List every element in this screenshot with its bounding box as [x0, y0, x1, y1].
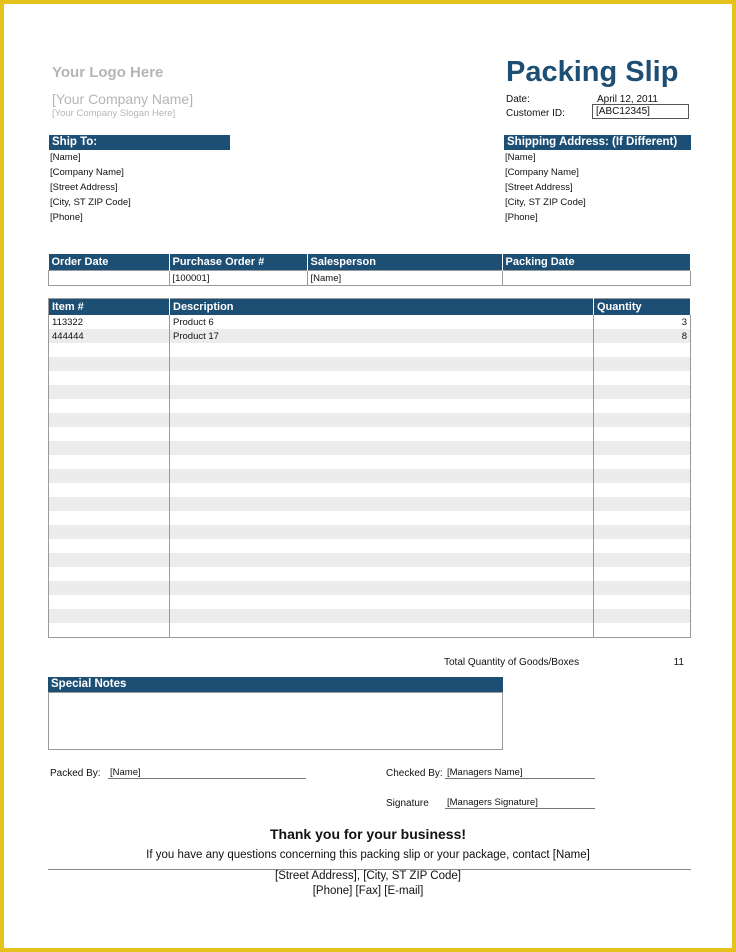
customer-id-field[interactable]: [ABC12345]: [592, 104, 689, 119]
item-number-cell[interactable]: [49, 511, 170, 525]
ship-to-company: [Company Name]: [50, 167, 124, 178]
table-row: [49, 329, 691, 343]
item-number-cell[interactable]: [49, 469, 170, 483]
logo-placeholder: Your Logo Here: [52, 64, 164, 81]
item-number-cell[interactable]: [49, 497, 170, 511]
date-label: Date:: [506, 94, 530, 105]
description-cell[interactable]: [170, 483, 594, 497]
description-cell[interactable]: [170, 469, 594, 483]
salesperson-cell[interactable]: [Name]: [307, 271, 502, 286]
quantity-cell[interactable]: [594, 497, 691, 511]
quantity-cell[interactable]: [594, 455, 691, 469]
description-cell[interactable]: [170, 539, 594, 553]
packing-date-cell[interactable]: [502, 271, 691, 286]
shipping-name: [Name]: [505, 152, 536, 163]
packed-by-field[interactable]: [Name]: [108, 767, 306, 779]
description-cell[interactable]: [170, 511, 594, 525]
table-row: [49, 525, 691, 539]
customer-id-label: Customer ID:: [506, 108, 565, 119]
table-row: [49, 385, 691, 399]
item-number-cell[interactable]: [49, 581, 170, 595]
description-cell[interactable]: [170, 623, 594, 638]
quantity-cell[interactable]: [594, 413, 691, 427]
quantity-cell[interactable]: [594, 623, 691, 638]
table-row: [49, 483, 691, 497]
table-row: [49, 623, 691, 638]
quantity-header: Quantity: [594, 299, 691, 316]
ship-to-address: [50, 150, 131, 225]
special-notes-field[interactable]: [48, 692, 503, 750]
order-date-cell[interactable]: [49, 271, 170, 286]
signature-field[interactable]: [Managers Signature]: [445, 797, 595, 809]
description-cell[interactable]: [170, 595, 594, 609]
item-number-cell[interactable]: [49, 483, 170, 497]
ship-to-name: [Name]: [50, 152, 81, 163]
ship-to-phone: [Phone]: [50, 212, 83, 223]
shipping-city: [City, ST ZIP Code]: [505, 197, 586, 208]
footer-address: [Street Address], [City, ST ZIP Code]: [275, 870, 461, 882]
item-number-cell[interactable]: [49, 357, 170, 371]
quantity-cell[interactable]: [594, 525, 691, 539]
description-cell[interactable]: [170, 385, 594, 399]
shipping-street: [Street Address]: [505, 182, 573, 193]
description-cell[interactable]: [170, 357, 594, 371]
description-cell[interactable]: [170, 581, 594, 595]
quantity-cell[interactable]: [594, 343, 691, 357]
item-number-cell[interactable]: [49, 399, 170, 413]
item-number-cell[interactable]: 444444: [49, 329, 170, 343]
quantity-cell[interactable]: [594, 371, 691, 385]
packed-by-label: Packed By:: [50, 768, 101, 779]
description-cell[interactable]: [170, 497, 594, 511]
ship-to-heading: Ship To:: [49, 135, 230, 150]
quantity-cell[interactable]: [594, 357, 691, 371]
purchase-order-header: Purchase Order #: [169, 254, 307, 271]
item-number-cell[interactable]: [49, 413, 170, 427]
ship-to-street: [Street Address]: [50, 182, 118, 193]
table-row: [49, 441, 691, 455]
table-row: [49, 413, 691, 427]
table-row: [49, 315, 691, 329]
quantity-cell[interactable]: [594, 511, 691, 525]
packing-slip-page: [4, 4, 732, 948]
quantity-cell[interactable]: [594, 609, 691, 623]
table-row: [49, 371, 691, 385]
table-row: [49, 581, 691, 595]
table-row: [49, 553, 691, 567]
table-row: [49, 595, 691, 609]
description-cell[interactable]: [170, 609, 594, 623]
table-row: [49, 567, 691, 581]
footer-contact-info: [Phone] [Fax] [E-mail]: [312, 885, 424, 897]
company-slogan: [Your Company Slogan Here]: [52, 108, 176, 119]
purchase-order-cell[interactable]: [100001]: [169, 271, 307, 286]
table-row: [49, 399, 691, 413]
item-number-cell[interactable]: [49, 343, 170, 357]
items-table: [48, 298, 691, 638]
table-row: [49, 427, 691, 441]
quantity-cell[interactable]: [594, 539, 691, 553]
item-number-header: Item #: [49, 299, 170, 316]
quantity-cell[interactable]: [594, 385, 691, 399]
description-cell[interactable]: [170, 413, 594, 427]
item-number-cell[interactable]: [49, 539, 170, 553]
quantity-cell[interactable]: [594, 553, 691, 567]
description-cell[interactable]: [170, 553, 594, 567]
order-date-header: Order Date: [49, 254, 170, 271]
description-header: Description: [170, 299, 594, 316]
table-row: [49, 469, 691, 483]
table-row: [49, 455, 691, 469]
date-value: April 12, 2011: [597, 94, 658, 105]
quantity-cell[interactable]: 3: [594, 315, 691, 329]
item-number-cell[interactable]: [49, 441, 170, 455]
contact-note: If you have any questions concerning this packing slip or your package, contact [Name]: [146, 849, 590, 861]
description-cell[interactable]: [170, 371, 594, 385]
quantity-cell[interactable]: [594, 581, 691, 595]
description-cell[interactable]: [170, 567, 594, 581]
order-info-table: [48, 254, 691, 286]
ship-to-city: [City, ST ZIP Code]: [50, 197, 131, 208]
table-row: [49, 497, 691, 511]
item-number-cell[interactable]: [49, 553, 170, 567]
table-row: [49, 357, 691, 371]
item-number-cell[interactable]: [49, 525, 170, 539]
quantity-cell[interactable]: [594, 483, 691, 497]
total-quantity-label: Total Quantity of Goods/Boxes: [444, 657, 580, 668]
item-number-cell[interactable]: [49, 609, 170, 623]
description-cell[interactable]: [170, 441, 594, 455]
table-row: [49, 539, 691, 553]
table-row: [49, 609, 691, 623]
shipping-address-heading: Shipping Address: (If Different): [504, 135, 691, 150]
description-cell[interactable]: Product 17: [170, 329, 594, 343]
item-number-cell[interactable]: [49, 385, 170, 399]
item-number-cell[interactable]: [49, 623, 170, 638]
item-number-cell[interactable]: [49, 595, 170, 609]
description-cell[interactable]: [170, 455, 594, 469]
signature-label: Signature: [386, 798, 429, 809]
description-cell[interactable]: [170, 427, 594, 441]
quantity-cell[interactable]: [594, 469, 691, 483]
item-number-cell[interactable]: 113322: [49, 315, 170, 329]
item-number-cell[interactable]: [49, 371, 170, 385]
shipping-company: [Company Name]: [505, 167, 579, 178]
thank-you-message: Thank you for your business!: [269, 826, 467, 842]
description-cell[interactable]: [170, 525, 594, 539]
quantity-cell[interactable]: [594, 441, 691, 455]
quantity-cell[interactable]: [594, 427, 691, 441]
quantity-cell[interactable]: [594, 399, 691, 413]
page-title: Packing Slip: [506, 56, 679, 88]
item-number-cell[interactable]: [49, 427, 170, 441]
total-quantity-value: 11: [673, 657, 684, 668]
quantity-cell[interactable]: 8: [594, 329, 691, 343]
shipping-phone: [Phone]: [505, 212, 538, 223]
checked-by-label: Checked By:: [386, 768, 443, 779]
packing-date-header: Packing Date: [502, 254, 691, 271]
checked-by-field[interactable]: [Managers Name]: [445, 767, 595, 779]
shipping-address-block: [505, 150, 586, 225]
item-number-cell[interactable]: [49, 567, 170, 581]
quantity-cell[interactable]: [594, 595, 691, 609]
special-notes-heading: Special Notes: [48, 677, 503, 692]
description-cell[interactable]: [170, 343, 594, 357]
description-cell[interactable]: Product 6: [170, 315, 594, 329]
item-number-cell[interactable]: [49, 455, 170, 469]
company-name: [Your Company Name]: [52, 91, 194, 107]
table-row: [49, 511, 691, 525]
table-row: [49, 343, 691, 357]
quantity-cell[interactable]: [594, 567, 691, 581]
salesperson-header: Salesperson: [307, 254, 502, 271]
description-cell[interactable]: [170, 399, 594, 413]
